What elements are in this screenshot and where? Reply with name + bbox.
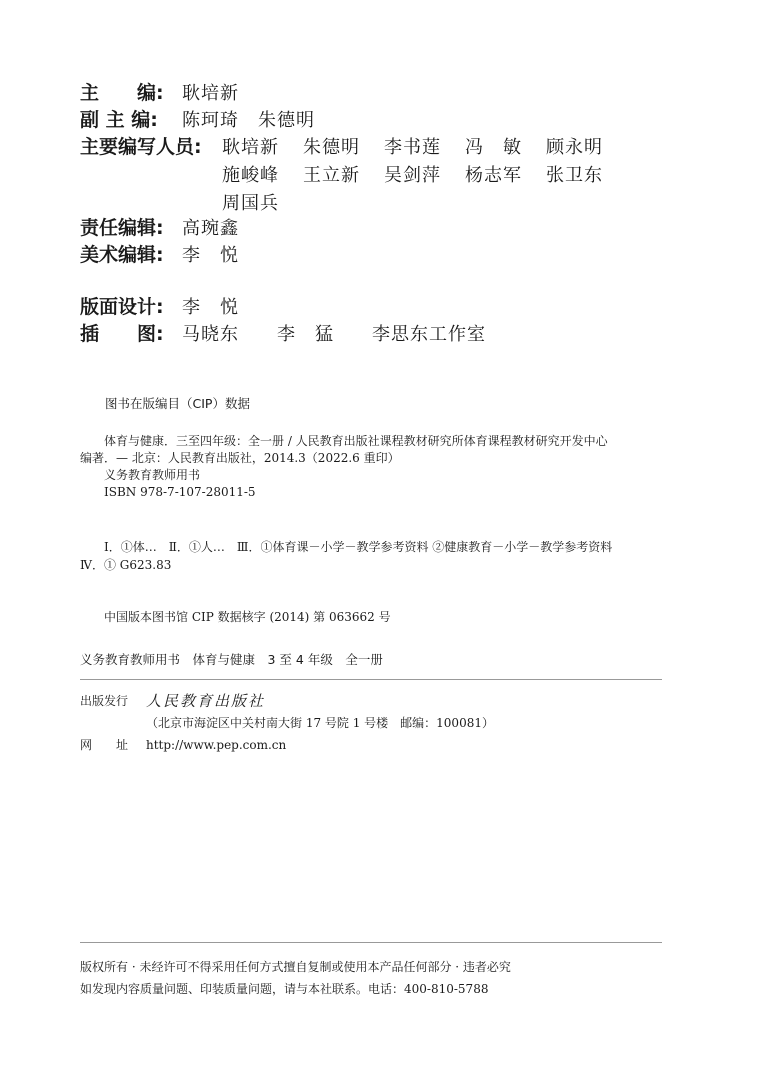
cip-line: 义务教育教师用书 [104, 468, 201, 482]
writer-name: 冯 敏 [465, 137, 522, 158]
illustration-row [80, 321, 680, 348]
series-title: 义务教育教师用书 体育与健康 3 至 4 年级 全一册 [80, 652, 383, 667]
writer-name: 王立新 [303, 165, 360, 186]
writer-name: 顾永明 [546, 137, 603, 158]
layout-design-label: 版面设计: [80, 296, 164, 318]
responsible-editor-row [80, 215, 680, 242]
cip-class-line: Ⅰ．①体… Ⅱ．①人… Ⅲ．①体育课－小学－教学参考资料 ②健康教育－小学－教学参考资料 [104, 540, 613, 554]
cip-record-number: 中国版本图书馆 CIP 数据核字 (2014) 第 063662 号 [104, 610, 391, 624]
publisher-row [80, 690, 680, 712]
writer-name: 张卫东 [546, 165, 603, 186]
chief-editor-value: 耿培新 [182, 83, 239, 104]
writer-name: 施峻峰 [222, 165, 279, 186]
writer-name: 周国兵 [222, 193, 279, 214]
address-row [80, 712, 680, 734]
copyright-footer [80, 956, 511, 1000]
staff-credits [80, 80, 680, 348]
writer-name: 朱德明 [303, 137, 360, 158]
main-writers-row [80, 134, 680, 215]
writer-name: 吴剑萍 [384, 165, 441, 186]
publisher-label: 出版发行 [80, 694, 129, 708]
contact-notice: 如发现内容质量问题、印装质量问题，请与本社联系。电话：400-810-5788 [80, 982, 489, 996]
deputy-editor-label: 副 主 编: [80, 109, 158, 131]
publisher-logo: 人民教育出版社 [146, 692, 266, 710]
cip-title: 图书在版编目（CIP）数据 [105, 396, 250, 411]
responsible-editor-label: 责任编辑: [80, 217, 164, 239]
cip-class-line: Ⅳ．① G623.83 [80, 558, 172, 572]
divider-bottom [80, 942, 662, 943]
deputy-editor-row [80, 107, 680, 134]
cip-classification [80, 538, 670, 574]
main-writers-label: 主要编写人员: [80, 136, 202, 158]
layout-design-row [80, 294, 680, 321]
publisher-address: （北京市海淀区中关村南大街 17 号院 1 号楼 邮编：100081） [146, 716, 494, 730]
responsible-editor-value: 高琬鑫 [182, 218, 239, 239]
main-writers-names [222, 134, 682, 218]
art-editor-row [80, 242, 680, 269]
cip-line: 体育与健康．三至四年级：全一册 / 人民教育出版社课程教材研究所体育课程教材研究开发中心 [104, 434, 608, 448]
deputy-editor-value: 陈珂琦 朱德明 [182, 110, 315, 131]
divider-top [80, 679, 662, 680]
illustration-value: 马晓东 李 猛 李思东工作室 [182, 324, 486, 345]
copyright-notice: 版权所有 · 未经许可不得采用任何方式擅自复制或使用本产品任何部分 · 违者必究 [80, 960, 511, 974]
publisher-block [80, 690, 680, 756]
chief-editor-label: 主 编: [80, 82, 164, 104]
website-label: 网 址 [80, 738, 129, 752]
writer-name: 耿培新 [222, 137, 279, 158]
art-editor-value: 李 悦 [182, 245, 239, 266]
chief-editor-row [80, 80, 680, 107]
website-link[interactable]: http://www.pep.com.cn [146, 738, 287, 752]
cip-line: 编著．— 北京：人民教育出版社，2014.3（2022.6 重印） [80, 451, 400, 465]
layout-design-value: 李 悦 [182, 297, 239, 318]
writer-name: 李书莲 [384, 137, 441, 158]
website-row [80, 734, 680, 756]
writer-name: 杨志军 [465, 165, 522, 186]
illustration-label: 插 图: [80, 323, 164, 345]
cip-description [80, 433, 670, 501]
cip-line: ISBN 978-7-107-28011-5 [104, 485, 256, 499]
art-editor-label: 美术编辑: [80, 244, 164, 266]
